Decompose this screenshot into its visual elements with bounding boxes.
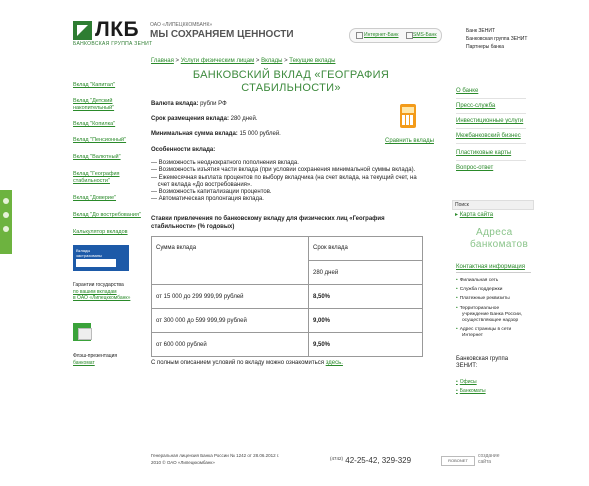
atm-title-line1: Адреса xyxy=(476,227,513,238)
col-header-term: Срок вклада xyxy=(309,237,423,261)
footer-legal xyxy=(151,452,279,466)
table-row xyxy=(152,309,423,333)
nav-demand[interactable]: Вклад "До востребования" xyxy=(73,212,141,218)
guarantee-block xyxy=(73,282,130,302)
phone-number: 42-25-42, 329-329 xyxy=(345,456,412,465)
calculator-icon[interactable] xyxy=(400,104,416,128)
guarantee-link-1[interactable]: по вашим вкладам xyxy=(73,288,117,295)
currency-value: рубли РФ xyxy=(200,101,227,107)
page-title-line1: БАНКОВСКИЙ ВКЛАД «ГЕОГРАФИЯ xyxy=(192,69,390,81)
site-map-link[interactable]: Карта сайта xyxy=(459,212,494,218)
contact-support[interactable]: • Служба поддержки xyxy=(456,287,502,293)
compare-deposits-link[interactable]: Сравнить вклады xyxy=(385,138,434,144)
contact-header[interactable]: Контактная информация xyxy=(456,264,531,273)
flash-title: Флэш-презентация xyxy=(73,353,118,359)
internet-bank-icon xyxy=(356,32,363,39)
divider xyxy=(456,160,526,161)
contact-cbr-2[interactable]: учреждение Банка России, xyxy=(462,312,522,317)
right-nav-faq[interactable]: Вопрос-ответ xyxy=(456,165,494,171)
term-label: Срок размещения вклада: xyxy=(151,116,229,122)
search-label: Поиск xyxy=(455,202,469,208)
term-cell: 280 дней xyxy=(309,261,423,285)
breadcrumb-home[interactable]: Главная xyxy=(151,58,174,64)
feature-item: — Автоматическая пролонгация вклада. xyxy=(151,196,264,203)
full-desc-link[interactable]: здесь. xyxy=(325,360,343,366)
insurance-banner-text xyxy=(76,248,102,258)
nav-capital[interactable]: Вклад "Капитал" xyxy=(73,82,116,88)
min-label: Минимальная сумма вклада: xyxy=(151,131,238,137)
nav-currency[interactable]: Вклад "Валютный" xyxy=(73,154,121,160)
flash-screen xyxy=(78,328,92,340)
breadcrumb-services[interactable]: Услуги физическим лицам xyxy=(180,58,255,64)
table-row xyxy=(152,237,423,261)
nav-geo-2[interactable]: стабильности" xyxy=(73,178,110,184)
flash-caption xyxy=(73,353,117,367)
rates-table xyxy=(151,236,423,357)
page-title xyxy=(151,69,431,95)
col-header-sum: Сумма вклада xyxy=(152,237,309,285)
sms-bank-link[interactable]: SMS-Банк xyxy=(413,32,437,38)
insurance-banner[interactable] xyxy=(73,245,129,271)
breadcrumb-sep: > xyxy=(255,58,260,64)
breadcrumb-sep: > xyxy=(284,58,288,64)
created-line1: создание xyxy=(478,453,500,459)
nav-child-1[interactable]: Вклад "Детский xyxy=(73,98,113,104)
currency-row xyxy=(151,101,227,107)
zenit-atms-link[interactable]: • Банкоматы xyxy=(456,387,486,396)
sms-bank-icon xyxy=(406,32,413,39)
zenit-offices-link[interactable]: • Офисы xyxy=(456,378,486,387)
right-nav-invest[interactable]: Инвестиционные услуги xyxy=(456,118,524,124)
right-nav-cards[interactable]: Пластиковые карты xyxy=(456,150,512,156)
contact-branches[interactable]: • Филиальная сеть xyxy=(456,278,498,284)
full-description xyxy=(151,360,343,366)
site-created-by[interactable] xyxy=(478,453,500,465)
feature-item: — Возможность неоднократного пополнения вклада. xyxy=(151,160,299,166)
contact-url-2[interactable]: Интернет xyxy=(462,333,483,338)
breadcrumb xyxy=(151,58,335,64)
zenit-title-line1: Банковская группа xyxy=(456,356,509,362)
rate-cell: 8,50% xyxy=(309,285,423,309)
contact-cbr-3[interactable]: осуществляющее надзор xyxy=(462,318,519,323)
contact-cbr-1[interactable]: • Территориальное xyxy=(456,306,499,312)
footer-copyright: 2010 © ОАО «Липецккомбанк» xyxy=(151,460,215,465)
search-input[interactable] xyxy=(452,200,534,210)
breadcrumb-deposits[interactable]: Вклады xyxy=(261,58,283,64)
term-row xyxy=(151,116,257,122)
site-map[interactable] xyxy=(455,211,493,218)
rates-title xyxy=(151,216,385,231)
divider xyxy=(456,143,526,144)
bank-access-pill xyxy=(349,28,442,43)
rates-title-line1: Ставки привлечения по банковскому вкладу для физических лиц «География xyxy=(151,216,385,222)
tab-icon-2[interactable] xyxy=(3,212,9,218)
atm-addresses-banner[interactable] xyxy=(470,227,528,251)
nav-geo-1[interactable]: Вклад "География xyxy=(73,171,120,177)
insurance-logo-icon xyxy=(76,259,116,267)
nav-pension[interactable]: Вклад "Пенсионный" xyxy=(73,137,127,143)
rate-cell: 9,00% xyxy=(309,309,423,333)
slogan: МЫ СОХРАНЯЕМ ЦЕННОСТИ xyxy=(150,29,294,40)
contact-url-1[interactable]: • Адрес страницы в сети xyxy=(456,327,511,333)
guarantee-link-2[interactable]: в ОАО «Липецккомбанк» xyxy=(73,295,131,301)
features-label: Особенности вклада: xyxy=(151,147,216,153)
guarantee-title: Гарантии государства xyxy=(73,282,124,288)
feature-item: — Возможность капитализации процентов. xyxy=(151,189,272,196)
phone-code: (4742) xyxy=(330,456,344,461)
nav-calculator[interactable]: Калькулятор вкладов xyxy=(73,229,128,235)
page-title-line2: СТАБИЛЬНОСТИ» xyxy=(241,82,341,94)
divider xyxy=(456,98,526,99)
table-row xyxy=(152,285,423,309)
promo-line1: Вклады xyxy=(76,248,91,253)
left-side-tab[interactable] xyxy=(0,190,12,254)
right-nav-interbank[interactable]: Межбанковский бизнес xyxy=(456,133,521,139)
right-nav-about[interactable]: О банке xyxy=(456,88,479,94)
right-nav-press[interactable]: Пресс-служба xyxy=(456,103,496,109)
min-row xyxy=(151,131,281,137)
company-name: ОАО «ЛИПЕЦККОМБАНК» xyxy=(150,22,213,28)
logo-icon[interactable] xyxy=(73,21,92,40)
logo-subtitle: БАНКОВСКАЯ ГРУППА ЗЕНИТ xyxy=(73,41,153,47)
divider xyxy=(456,128,526,129)
robonet-logo[interactable]: ROBONET xyxy=(441,456,475,466)
tab-icon-1[interactable] xyxy=(3,198,9,204)
divider xyxy=(456,113,526,114)
feature-item: — Ежемесячная выплата процентов по выбору вкладчика (на счет вклада, на текущий счет, на xyxy=(151,174,417,181)
top-links xyxy=(466,27,527,51)
created-line2: сайта xyxy=(478,459,492,465)
top-link-zenit[interactable]: Банк ЗЕНИТ xyxy=(466,28,496,34)
zenit-title-line2: ЗЕНИТ: xyxy=(456,363,478,369)
footer-license: Генеральная лицензия Банка России № 1242 от 28.06.2012 г. xyxy=(151,453,280,458)
nav-trust[interactable]: Вклад "Доверие" xyxy=(73,195,117,201)
term-value: 280 дней. xyxy=(230,116,258,122)
internet-bank-link[interactable]: Интернет-Банк xyxy=(364,32,399,38)
top-link-zenit-group[interactable]: Банковская группа ЗЕНИТ xyxy=(466,36,528,42)
flash-atm-link[interactable]: банкомат xyxy=(73,360,95,366)
nav-piggy[interactable]: Вклад "Копилка" xyxy=(73,121,116,127)
breadcrumb-current[interactable]: Текущие вклады xyxy=(289,58,336,64)
atm-title-line2: банкоматов xyxy=(470,239,529,250)
table-row xyxy=(152,333,423,357)
map-icon: ▸ xyxy=(455,212,459,218)
feature-item: — Возможность изъятия части вклада (при условии сохранения минимальной суммы вклада). xyxy=(151,167,416,174)
feature-item: счет вклада «До востребования». xyxy=(151,181,252,188)
breadcrumb-sep: > xyxy=(175,58,180,64)
nav-child-2[interactable]: накопительный" xyxy=(73,105,115,111)
flash-presentation-icon[interactable] xyxy=(73,323,95,341)
range-cell: от 600 000 рублей xyxy=(152,333,309,357)
rate-cell: 9,50% xyxy=(309,333,423,357)
currency-label: Валюта вклада: xyxy=(151,101,199,107)
min-value: 15 000 рублей. xyxy=(239,131,281,137)
rates-title-line2: стабильности» (% годовых) xyxy=(151,223,235,230)
promo-line2: застрахованы xyxy=(76,253,102,258)
top-link-partners[interactable]: Партнеры банка xyxy=(466,44,505,50)
range-cell: от 300 000 до 599 999,99 рублей xyxy=(152,309,309,333)
logo-text[interactable]: ЛКБ xyxy=(95,18,140,41)
zenit-links xyxy=(456,378,486,396)
features-list xyxy=(151,160,431,204)
full-desc-text: С полным описанием условий по вкладу можно ознакомиться xyxy=(151,360,325,366)
tab-icon-3[interactable] xyxy=(3,226,9,232)
contact-requisites[interactable]: • Платежные реквизиты xyxy=(456,296,510,302)
range-cell: от 15 000 до 299 999,99 рублей xyxy=(152,285,309,309)
footer-phone xyxy=(330,456,411,465)
zenit-group-title xyxy=(456,356,508,370)
